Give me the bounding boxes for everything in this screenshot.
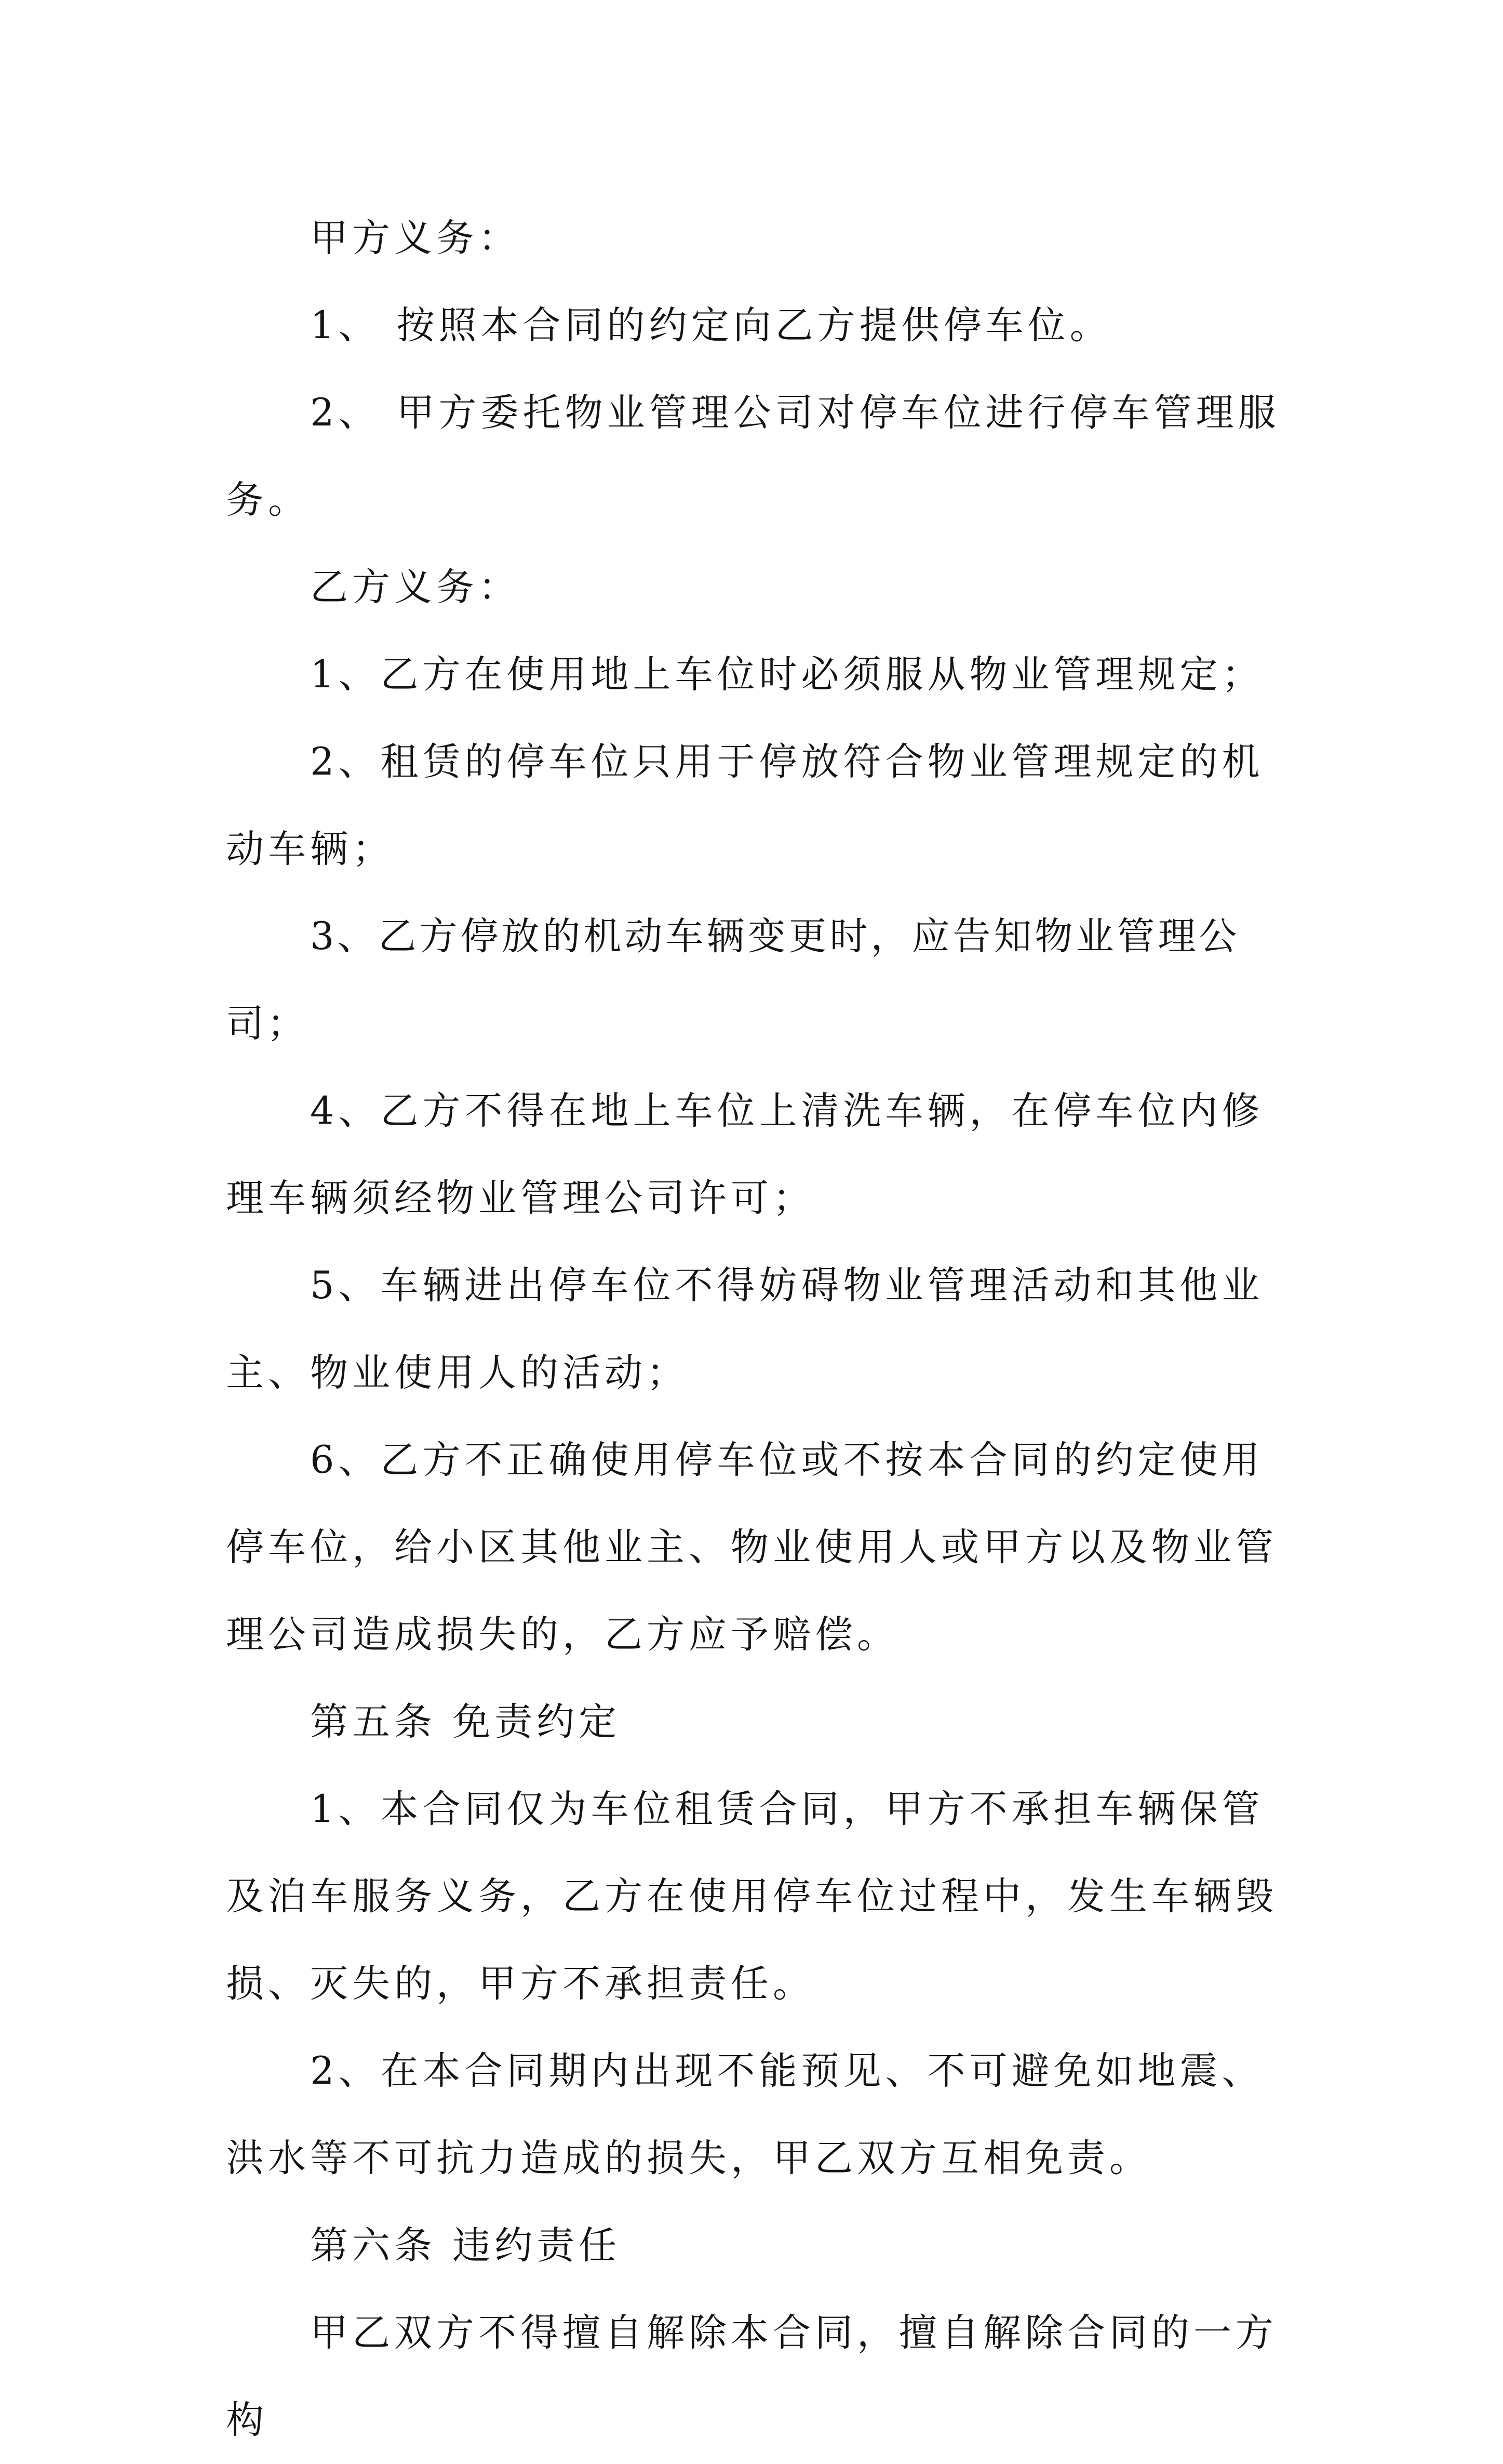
party-b-item-3: 3、乙方停放的机动车辆变更时，应告知物业管理公司； [226,914,1240,1046]
party-b-item-6: 6、乙方不正确使用停车位或不按本合同的约定使用停车位，给小区其他业主、物业使用人或甲方以及物业管理公司造成损失的，乙方应予赔偿。 [226,1438,1278,1657]
heading-article-6: 第六条 违约责任 [310,2223,621,2268]
heading-party-b-obligations: 乙方义务： [310,565,520,609]
party-a-item-1: 1、 按照本合同的约定向乙方提供停车位。 [310,303,1112,348]
heading-article-5: 第五条 免责约定 [310,1700,621,1744]
heading-party-a-obligations: 甲方义务： [310,216,520,260]
party-a-item-2: 2、 甲方委托物业管理公司对停车位进行停车管理服务。 [226,391,1280,522]
article-5-item-2: 2、在本合同期内出现不能预见、不可避免如地震、洪水等不可抗力造成的损失，甲乙双方互相免责。 [226,2049,1264,2180]
document-body [226,195,1280,2464]
party-b-item-5: 5、车辆进出停车位不得妨碍物业管理活动和其他业主、物业使用人的活动； [226,1263,1264,1395]
party-b-item-2: 2、租赁的停车位只用于停放符合物业管理规定的机动车辆； [226,740,1264,871]
article-6-text: 甲乙双方不得擅自解除本合同，擅自解除合同的一方构 [226,2311,1278,2442]
article-5-item-1: 1、本合同仅为车位租赁合同，甲方不承担车辆保管及泊车服务义务，乙方在使用停车位过程中，发生车辆毁损、灭失的，甲方不承担责任。 [226,1787,1278,2006]
party-b-item-1: 1、乙方在使用地上车位时必须服从物业管理规定； [310,652,1264,697]
party-b-item-4: 4、乙方不得在地上车位上清洗车辆，在停车位内修理车辆须经物业管理公司许可； [226,1089,1264,1220]
